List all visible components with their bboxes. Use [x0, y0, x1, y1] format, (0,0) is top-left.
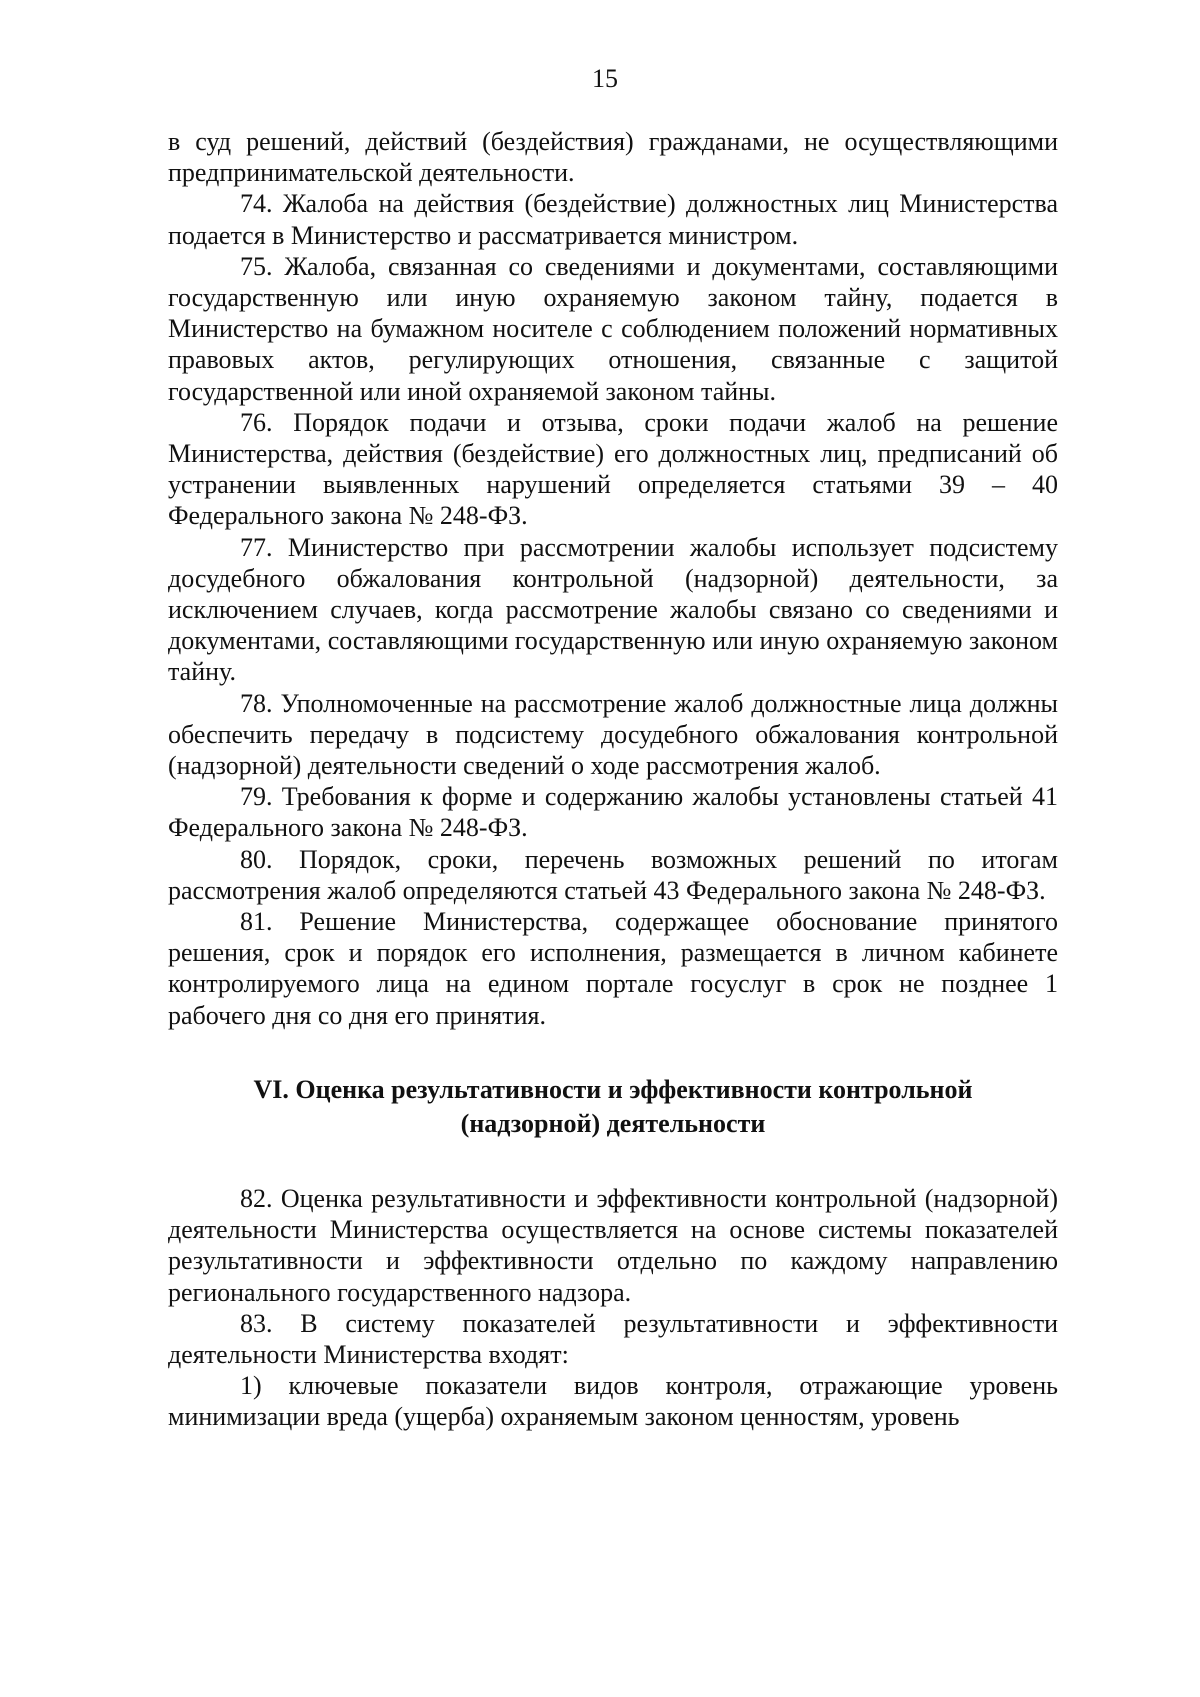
paragraph-80: 80. Порядок, сроки, перечень возможных решений по итогам рассмотрения жалоб определяются статьей 43 Федерального закона № 248-ФЗ.: [168, 844, 1058, 905]
paragraph-75: 75. Жалоба, связанная со сведениями и документами, составляющими государственную или иную охраняемую законом тайну, подается в Министерство на бумажном носителе с соблюдением положений нормативных правовых актов, регулирующих отношения, связанные с защитой государственной или иной охраняемой законом тайны.: [168, 251, 1058, 406]
section-title: VI. Оценка результативности и эффективности контрольной (надзорной) деятельности: [253, 1074, 973, 1138]
paragraph-77: 77. Министерство при рассмотрении жалобы использует подсистему досудебного обжалования контрольной (надзорной) деятельности, за исключением случаев, когда рассмотрение жалобы связано со сведениями и документами, составляющими государственную или иную охраняемую законом тайну.: [168, 532, 1058, 687]
paragraph-83: 83. В систему показателей результативности и эффективности деятельности Министерства входят:: [168, 1308, 1058, 1369]
paragraph-76: 76. Порядок подачи и отзыва, сроки подачи жалоб на решение Министерства, действия (бездействие) его должностных лиц, предписаний об устранении выявленных нарушений определяется статьями 39 – 40 Федерального закона № 248-ФЗ.: [168, 407, 1058, 531]
paragraph-81: 81. Решение Министерства, содержащее обоснование принятого решения, срок и порядок его исполнения, размещается в личном кабинете контролируемого лица на едином портале госуслуг в срок не позднее 1 рабочего дня со дня его принятия.: [168, 907, 1058, 1030]
paragraph-continuation: в суд решений, действий (бездействия) гражданами, не осуществляющими предпринимательской деятельности.: [168, 127, 1058, 188]
page-number: 15: [592, 64, 618, 93]
list-item-1: 1) ключевые показатели видов контроля, отражающие уровень минимизации вреда (ущерба) охраняемым законом ценностям, уровень: [168, 1371, 1058, 1432]
paragraph-74: 74. Жалоба на действия (бездействие) должностных лиц Министерства подается в Министерство и рассматривается министром.: [168, 189, 1058, 250]
paragraph-78: 78. Уполномоченные на рассмотрение жалоб должностные лица должны обеспечить передачу в подсистему досудебного обжалования контрольной (надзорной) деятельности сведений о ходе рассмотрения жалоб.: [168, 688, 1058, 781]
paragraph-79: 79. Требования к форме и содержанию жалобы установлены статьей 41 Федерального закона № 248-ФЗ.: [168, 782, 1058, 843]
document-body: [168, 126, 1058, 1433]
paragraph-82: 82. Оценка результативности и эффективности контрольной (надзорной) деятельности Министерства осуществляется на основе системы показателей результативности и эффективности отдельно по каждому направлению регионального государственного надзора.: [168, 1183, 1058, 1307]
